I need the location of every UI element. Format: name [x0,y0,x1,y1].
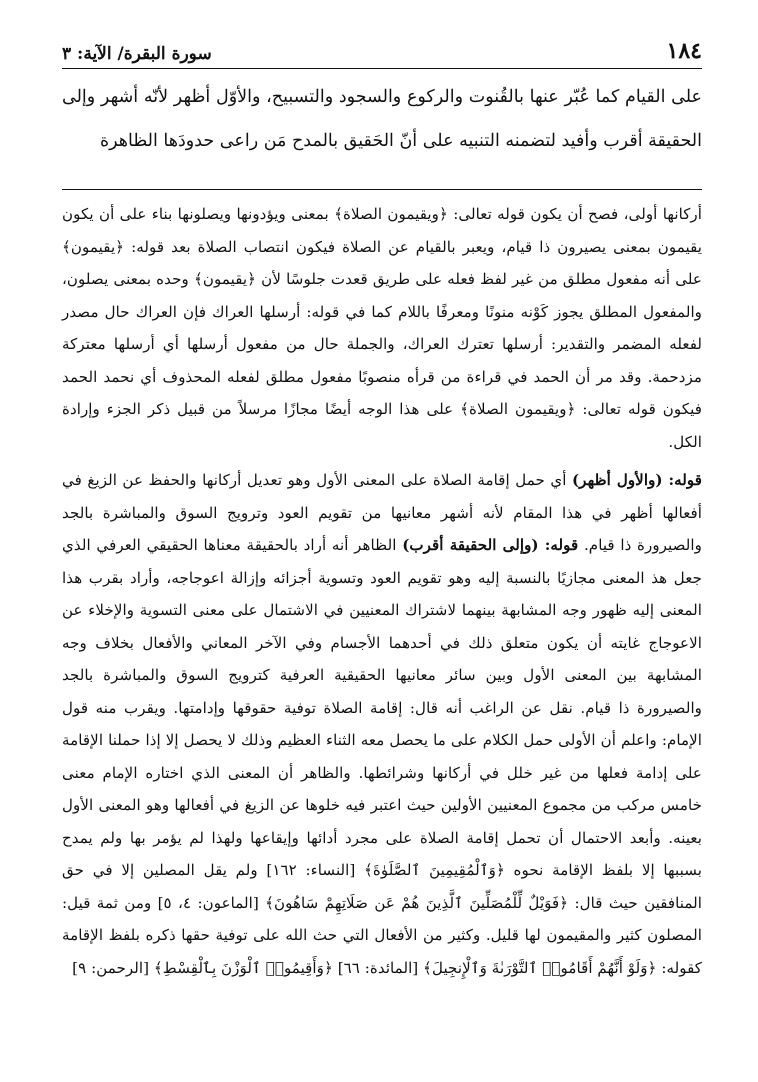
surah-title: سورة البقرة/ الآية: ٣ [62,44,212,64]
main-text: على القيام كما عُبّر عنها بالقُنوت والركوع والسجود والتسبيح، والأوّل أظهر لأنّه أشهر وإلى الحقيقة أقرب وأفيد لتضمنه التنبيه على أنّ الحَقيق بالمدح مَن راعى حدودَها الظاهرة [62,87,702,151]
footnote-divider [62,189,702,190]
page-number: ١٨٤ [666,38,702,64]
commentary-text-2b: الظاهر أنه أراد بالحقيقة معناها الحقيقي العرفي الذي جعل هذ المعنى مجازيًا بالنسبة إليه وهو تقويم العود وتسوية أجزائه وإزالة اعوجاجه، وأراد بقرب هذا المعنى إليه ظهور وجه المشابهة بينهما لاشتراك المعنيين في الاشتمال على معنى التسوية والإخلاء عن الاعوجاج غايته أن يكون متعلق ذلك في أحدهما الأجسام وفي الآخر المعاني والأفعال بخلاف وجه المشابهة بين المعنى الأول وبين سائر معانيها الحقيقية العرفية كترويج السوق والمباشرة بالجد والصيرورة ذا قيام. نقل عن الراغب أنه قال: إقامة الصلاة توفية حقوقها وإدامتها. ويقرب منه قول الإمام: واعلم أن الأولى حمل الكلام على ما يحصل معه الثناء العظيم وذلك لا يحصل إلا إذا حملنا الإقامة على إدامة فعلها من غير خلل في أركانها وشرائطها. والظاهر أن المعنى الذي اختاره الإمام معنى خامس مركب من مجموع المعنيين الأولين حيث اعتبر فيه خلوها عن الزيغ في أفعالها وهو المعنى الأول بعينه. وأبعد الاحتمال أن تحمل إقامة الصلاة على مجرد أدائها وإيقاعها ولهذا لم يؤمر بها ولم يمدح بسببها إلا بلفظ الإقامة نحوه ﴿وَٱلْمُقِيمِينَ ٱلصَّلَوٰةَ﴾ [النساء: ١٦٢] ولم يقل المصلين إلا في حق المنافقين حيث قال: ﴿فَوَيْلٌ لِّلْمُصَلِّينَ ٱلَّذِينَ هُمْ عَن صَلَاتِهِمْ سَاهُونَ﴾ [الماعون: ٤، ٥] ومن ثمة قيل: المصلون كثير والمقيمون لها قليل. وكثير من الأفعال التي حث الله على توفية حقها ذكره بلفظ الإقامة كقوله: ﴿وَلَوْ أَنَّهُمْ أَقَامُوا۟ ٱلتَّوْرَىٰةَ وَٱلْإِنجِيلَ﴾ [المائدة: ٦٦] ﴿وَأَقِيمُوا۟ ٱلْوَزْنَ بِٱلْقِسْطِ﴾ [الرحمن: ٩] [62,536,702,977]
book-page [62,36,702,984]
commentary [62,198,702,984]
running-header [62,36,702,69]
commentary-paragraph-1: أركانها أولى، فصح أن يكون قوله تعالى: ﴿ويقيمون الصلاة﴾ بمعنى ويؤدونها ويصلونها بناء على أن يكون يقيمون بمعنى يصيرون ذا قيام، ويعبر بالقيام عن الصلاة فيكون انتصاب الصلاة بعد قوله: ﴿يقيمون﴾ على أنه مفعول مطلق من غير لفظ فعله على طريق قعدت جلوسًا لأن ﴿يقيمون﴾ وحده بمعنى يصلون، والمفعول المطلق يجوز كَوْنه منونًا ومعرفًا باللام كما في قوله: أرسلها العراك فإن العراك حال مصدر لفعله المضمر والتقدير: أرسلها تعترك العراك، والجملة حال من مفعول أرسلها أي أرسلها معتركة مزدحمة. وقد مر أن الحمد في قراءة من قرأه منصوبًا مفعول مطلق لفعله المحذوف أي نحمد الحمد فيكون قوله تعالى: ﴿ويقيمون الصلاة﴾ على هذا الوجه أيضًا مجازًا مرسلاً من قبيل ذكر الجزء وإرادة الكل. [62,205,702,451]
commentary-paragraph-2 [62,464,702,984]
lemma-2: قوله: (وإلى الحقيقة أقرب) [402,536,579,554]
commentary-text-2a: أي حمل إقامة الصلاة على المعنى الأول وهو تعديل أركانها والحفظ عن الزيغ في أفعالها أظهر في هذا المقام لأنه أشهر معانيها من تقويم العود وترويج السوق والمباشرة بالجد والصيرورة ذا قيام. [62,471,702,554]
lemma-1: قوله: (والأول أظهر) [572,471,703,489]
